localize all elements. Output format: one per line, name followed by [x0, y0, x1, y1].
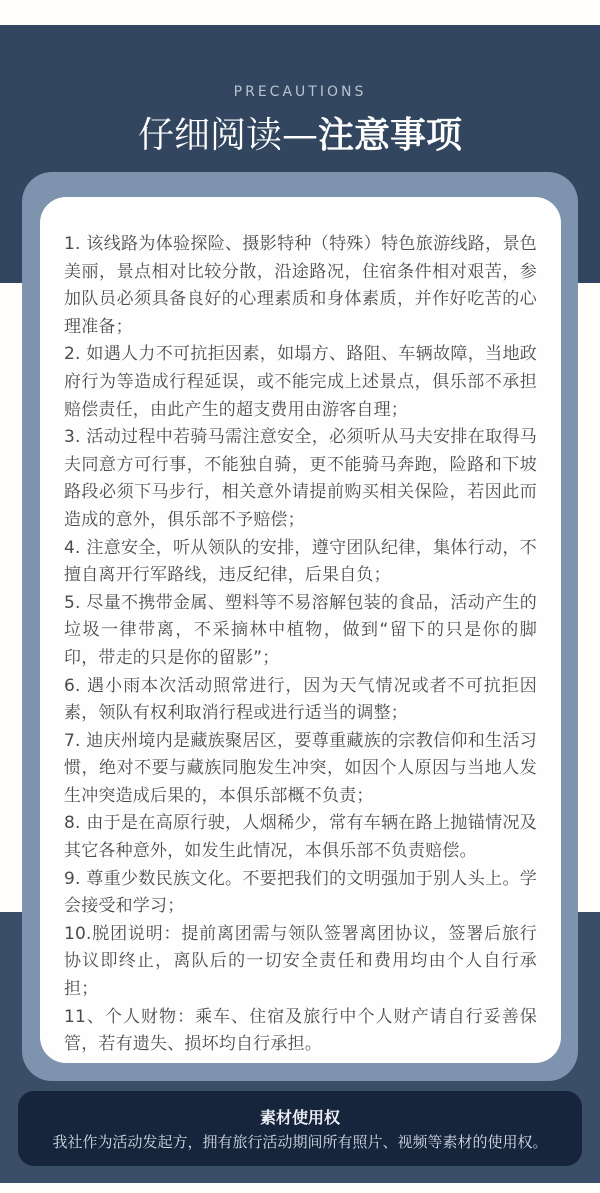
material-rights-text: 我社作为活动发起方，拥有旅行活动期间所有照片、视频等素材的使用权。 [52, 1133, 548, 1151]
material-rights-title: 素材使用权 [259, 1108, 340, 1127]
precaution-item: 1. 该线路为体验探险、摄影特种（特殊）特色旅游线路，景色美丽，景点相对比较分散，沿途路况，住宿条件相对艰苦，参加队员必须具备良好的心理素质和身体素质，并作好吃苦的心理准备； [64, 234, 537, 337]
precautions-card [40, 197, 561, 1063]
precaution-item: 11、个人财物：乘车、住宿及旅行中个人财产请自行妥善保管，若有遗失、损坏均自行承担。 [64, 1006, 537, 1055]
precaution-item: 8. 由于是在高原行驶，人烟稀少，常有车辆在路上抛锚情况及其它各种意外，如发生此情况，本俱乐部不负责赔偿。 [64, 813, 537, 862]
precaution-item: 6. 遇小雨本次活动照常进行，因为天气情况或者不可抗拒因素，领队有权利取消行程或进行适当的调整； [64, 675, 537, 724]
material-rights-box [18, 1091, 582, 1166]
precaution-item: 3. 活动过程中若骑马需注意安全，必须听从马夫安排在取得马夫同意方可行事，不能独自骑，更不能骑马奔跑，险路和下坡路段必须下马步行，相关意外请提前购买相关保险，若因此而造成的意外，俱乐部不予赔偿； [64, 427, 537, 530]
precaution-item: 2. 如遇人力不可抗拒因素，如塌方、路阻、车辆故障，当地政府行为等造成行程延误，或不能完成上述景点，俱乐部不承担赔偿责任，由此产生的超支费用由游客自理； [64, 344, 537, 420]
eyebrow-label: PRECAUTIONS [233, 84, 367, 100]
precaution-item: 9. 尊重少数民族文化。不要把我们的文明强加于别人头上。学会接受和学习； [64, 868, 537, 917]
page-title-light-part: 仔细阅读— [137, 115, 318, 156]
precaution-item: 5. 尽量不携带金属、塑料等不易溶解包装的食品，活动产生的垃圾一律带离，不采摘林中植物，做到“留下的只是你的脚印，带走的只是你的留影”； [64, 592, 537, 668]
page-title-bold-part: 注意事项 [318, 115, 463, 156]
precaution-item: 4. 注意安全，听从领队的安排，遵守团队纪律，集体行动，不擅自离开行军路线，违反纪律，后果自负； [64, 537, 537, 586]
page-title [0, 107, 600, 158]
precaution-item: 10.脱团说明：提前离团需与领队签署离团协议，签署后旅行协议即终止，离队后的一切安全责任和费用均由个人自行承担； [64, 923, 537, 1000]
precaution-item: 7. 迪庆州境内是藏族聚居区，要尊重藏族的宗教信仰和生活习惯，绝对不要与藏族同胞发生冲突，如因个人原因与当地人发生冲突造成后果的，本俱乐部概不负责； [64, 730, 537, 806]
